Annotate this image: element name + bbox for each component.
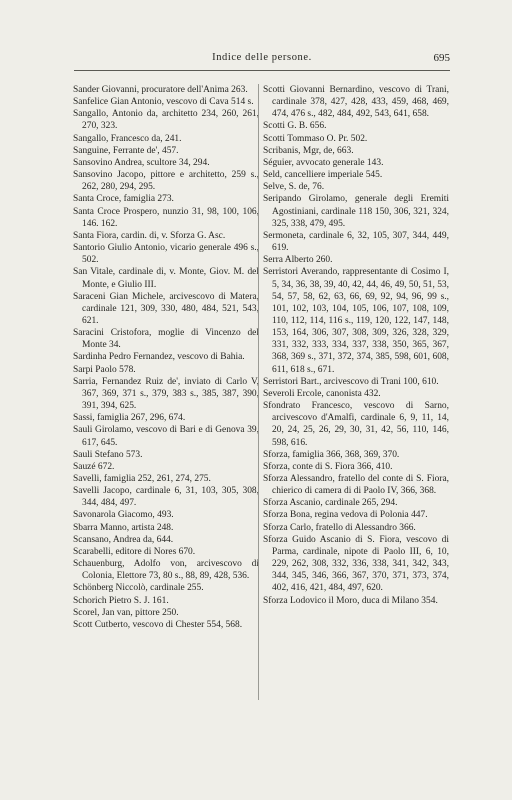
index-entry: Sardinha Pedro Fernandez, vescovo di Bahia. xyxy=(73,352,245,363)
index-entry: Sangallo, Francesco da, 241. xyxy=(73,133,182,144)
index-entry: Serra Alberto 260. xyxy=(263,255,333,266)
index-entry: Savelli Jacopo, cardinale 6, 31, 103, 305, 308, 344, 484, 497. xyxy=(73,486,259,509)
index-entry: Scarabelli, editore di Nores 670. xyxy=(73,546,196,557)
index-entry: Sforza Bona, regina vedova di Polonia 447. xyxy=(263,510,428,521)
index-entry: San Vitale, cardinale di, v. Monte, Giov. M. del Monte, e Giulio III. xyxy=(73,267,259,290)
index-entry: Sander Giovanni, procuratore dell'Anima 263. xyxy=(73,85,248,95)
index-entry: Santorio Giulio Antonio, vicario generale 496 s., 502. xyxy=(73,243,259,266)
index-entry: Seripando Girolamo, generale degli Eremiti Agostiniani, cardinale 118 150, 306, 321, 324, 325, 338, 479, 495. xyxy=(263,194,449,229)
index-entry: Santa Croce, famiglia 273. xyxy=(73,194,174,205)
index-entry: Scott Cutberto, vescovo di Chester 554, 568. xyxy=(73,619,243,630)
index-entry: Sforza, famiglia 366, 368, 369, 370. xyxy=(263,449,400,460)
index-entry: Scorel, Jan van, pittore 250. xyxy=(73,607,179,618)
index-entry: Sauli Stefano 573. xyxy=(73,449,143,460)
index-entry: Serristori Averando, rappresentante di Cosimo I, 5, 34, 36, 38, 39, 40, 42, 44, 46, 49, 50, 51, 53, 54, 57, 58, 62, 63, 66, 69, 92, 94, 96, 99 s., 101, 102, 103, 104, 105, 106, 107, 108, 109, 110, 112, 114, 116 s., 119, 120, 122, 147, 148, 153, 164, 306, 307, 308, 309, 326, 328, 329, 331, 332, 333, 334, 337, 338, 350, 365, 367, 368, 369 s., 371, 372, 374, 385, 598, 601, 608, 611, 618 s., 671. xyxy=(263,267,449,375)
index-entry: Sarria, Fernandez Ruiz de', inviato di Carlo V, 367, 369, 371 s., 379, 383 s., 385, 387, 390, 391, 394, 625. xyxy=(73,376,259,412)
index-entry: Sforza Lodovico il Moro, duca di Milano 354. xyxy=(263,595,438,606)
index-entry: Serristori Bart., arcivescovo di Trani 100, 610. xyxy=(263,376,439,387)
index-entry: Scotti Tommaso O. Pr. 502. xyxy=(263,133,368,144)
index-entry: Sarpi Paolo 578. xyxy=(73,364,136,375)
index-entry: Sforza Carlo, fratello di Alessandro 366. xyxy=(263,522,416,533)
index-entry: Sansovino Jacopo, pittore e architetto, 259 s., 262, 280, 294, 295. xyxy=(73,170,259,193)
index-entry: Sforza, conte di S. Fiora 366, 410. xyxy=(263,461,393,472)
index-entry: Schönberg Niccolò, cardinale 255. xyxy=(73,583,204,594)
index-entry: Sanguine, Ferrante de', 457. xyxy=(73,145,179,156)
index-entry: Sermoneta, cardinale 6, 32, 105, 307, 344, 449, 619. xyxy=(263,230,449,254)
index-entry: Santa Croce Prospero, nunzio 31, 98, 100, 106, 146. 162. xyxy=(73,206,259,229)
index-entry: Selve, S. de, 76. xyxy=(263,182,325,193)
index-entry: Sfondrato Francesco, vescovo di Sarno, arcivescovo d'Amalfi, cardinale 6, 9, 11, 14, 20, 24, 25, 26, 29, 30, 31, 42, 56, 110, 146, 598, 616. xyxy=(263,401,449,448)
index-entry: Severoli Ercole, canonista 432. xyxy=(263,388,381,399)
index-entry: Schorich Pietro S. J. 161. xyxy=(73,595,169,606)
index-entry: Sauli Girolamo, vescovo di Bari e di Genova 39, 617, 645. xyxy=(73,425,259,448)
index-entry: Sforza Alessandro, fratello del conte di S. Fiora, chierico di camera di di Paolo IV, 366, 368. xyxy=(263,474,449,497)
running-header xyxy=(74,52,450,66)
index-entry: Seld, cancelliere imperiale 545. xyxy=(263,170,383,181)
index-entry: Sansovino Andrea, scultore 34, 294. xyxy=(73,157,210,168)
index-entry: Savonarola Giacomo, 493. xyxy=(73,510,174,521)
index-entry: Sanfelice Gian Antonio, vescovo di Cava 514 s. xyxy=(73,97,254,108)
index-entry: Scotti Giovanni Bernardino, vescovo di Trani, cardinale 378, 427, 428, 433, 459, 468, 469, 474, 476 s., 482, 484, 492, 543, 641, 658. xyxy=(263,85,449,120)
index-entry: Sbarra Manno, artista 248. xyxy=(73,522,174,533)
index-entry: Sforza Guido Ascanio di S. Fiora, vescovo di Parma, cardinale, nipote di Paolo III, 6, 10, 229, 262, 308, 332, 336, 338, 341, 342, 343, 344, 345, 346, 366, 367, 370, 371, 373, 374, 402, 416, 421, 484, 497, 620. xyxy=(263,534,449,594)
index-entry: Saraceni Gian Michele, arcivescovo di Matera, cardinale 121, 309, 330, 480, 484, 521, 543, 621. xyxy=(73,291,259,326)
index-entry: Sangallo, Antonio da, architetto 234, 260, 261, 270, 323. xyxy=(73,109,259,132)
page-number: 695 xyxy=(433,52,450,64)
column-divider xyxy=(258,84,259,700)
index-entry: Santa Fiora, cardin. di, v. Sforza G. Asc. xyxy=(73,230,226,241)
right-column xyxy=(263,84,449,607)
index-entry: Saracini Cristofora, moglie di Vincenzo del Monte 34. xyxy=(73,328,259,351)
header-title: Indice delle persone. xyxy=(212,52,312,63)
index-entry: Séguier, avvocato generale 143. xyxy=(263,157,384,168)
index-entry: Scribanis, Mgr, de, 663. xyxy=(263,145,354,156)
index-entry: Scansano, Andrea da, 644. xyxy=(73,534,174,545)
index-entry: Savelli, famiglia 252, 261, 274, 275. xyxy=(73,474,211,484)
index-entry: Sassi, famiglia 267, 296, 674. xyxy=(73,413,186,424)
index-entry: Scotti G. B. 656. xyxy=(263,121,327,132)
header-rule xyxy=(74,70,450,71)
index-entry: Sauzé 672. xyxy=(73,461,115,472)
index-entry: Sforza Ascanio, cardinale 265, 294. xyxy=(263,498,398,509)
left-column xyxy=(73,84,259,631)
index-entry: Schauenburg, Adolfo von, arcivescovo di Colonia, Elettore 73, 80 s., 88, 89, 428, 536. xyxy=(73,559,259,582)
